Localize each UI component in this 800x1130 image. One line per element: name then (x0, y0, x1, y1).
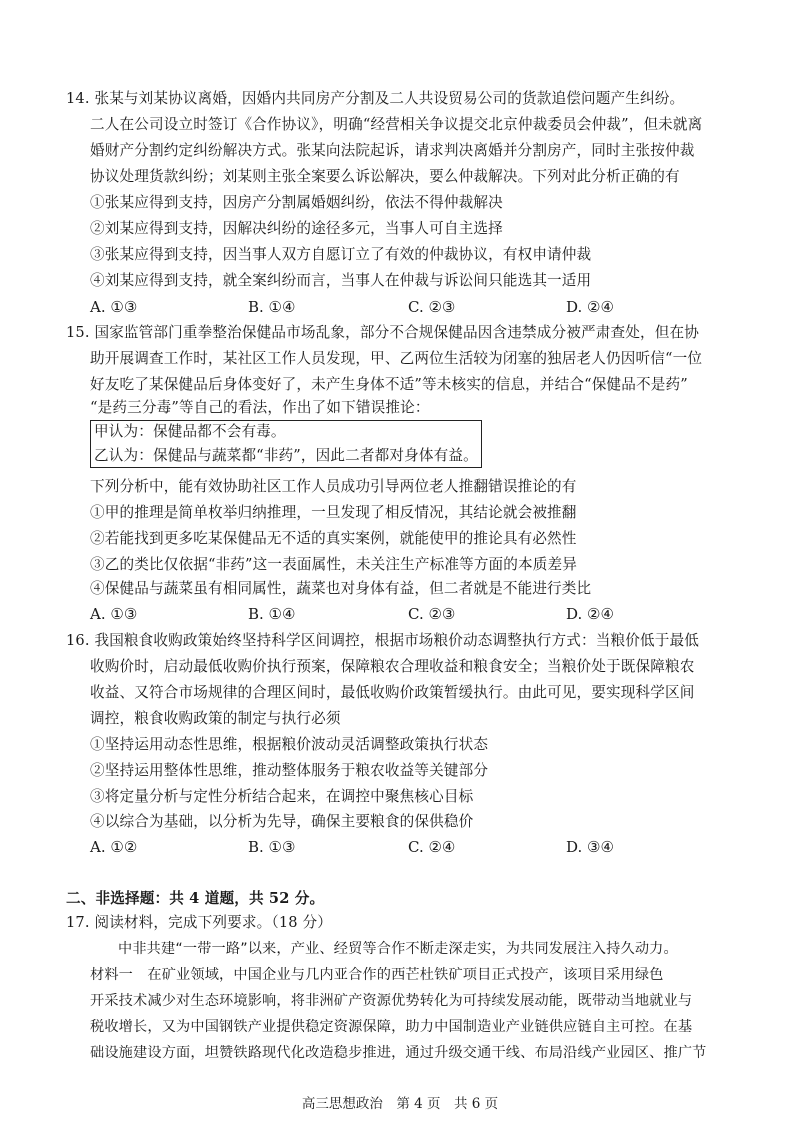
q17-material-line-3: 税收增长，又为中国钢铁产业提供稳定资源保障，助力中国制造业产业链供应链自主可控。在基 (90, 1019, 693, 1035)
q17-material-line-1: 材料一 在矿业领域，中国企业与几内亚合作的西芒杜铁矿项目正式投产，该项目采用绿色 (90, 967, 664, 983)
q15-stem-line-3: 好友吃了某保健品后身体变好了，未产生身体不适”等未核实的信息，并结合“保健品不是药” (90, 376, 688, 393)
section-2-heading: 二、非选择题：共 4 道题，共 52 分。 (66, 890, 325, 907)
q15-statement-4: ④保健品与蔬菜虽有相同属性，蔬菜也对身体有益，但二者就是不能进行类比 (90, 580, 592, 597)
q14-statement-3: ③张某应得到支持，因当事人双方自愿订立了有效的仲裁协议，有权申请仲裁 (90, 246, 592, 263)
q14-statement-1: ①张某应得到支持，因房产分割属婚姻纠纷，依法不得仲裁解决 (90, 194, 503, 211)
q15-statement-3: ③乙的类比仅依据“非药”这一表面属性，未关注生产标准等方面的本质差异 (90, 556, 578, 573)
q16-statement-2: ②坚持运用整体性思维，推动整体服务于粮农收益等关键部分 (90, 762, 489, 779)
q14-stem-line-2: 二人在公司设立时签订《合作协议》，明确“经营相关争议提交北京仲裁委员会仲裁”，但未就离 (90, 116, 703, 133)
q14-statement-4: ④刘某应得到支持，就全案纠纷而言，当事人在仲裁与诉讼间只能选其一适用 (90, 272, 592, 289)
q16-option-a: A. ①② (90, 838, 138, 856)
q14-statement-2: ②刘某应得到支持，因解决纠纷的途径多元，当事人可自主选择 (90, 220, 503, 237)
q15-stem-line-1: 15. 国家监管部门重拳整治保健品市场乱象，部分不合规保健品因含违禁成分被严肃查处，但在协 (66, 324, 699, 341)
q16-stem-line-4: 调控，粮食收购政策的制定与执行必须 (90, 710, 341, 727)
q15-statement-1: ①甲的推理是简单枚举归纳推理，一旦发现了相反情况，其结论就会被推翻 (90, 504, 577, 521)
q15-stem-line-2: 助开展调查工作时，某社区工作人员发现，甲、乙两位生活较为闭塞的独居老人仍因听信“一位 (90, 350, 703, 367)
q14-stem-line-4: 协议处理货款纠纷；刘某则主张全案要么诉讼解决，要么仲裁解决。下列对此分析正确的有 (90, 168, 680, 185)
q15-box-line-jia: 甲认为：保健品都不会有毒。 (94, 423, 286, 440)
q14-option-a: A. ①③ (90, 298, 138, 316)
q14-option-d: D. ②④ (566, 298, 614, 316)
q15-option-a: A. ①③ (90, 605, 138, 623)
q15-stem-line-4: “是药三分毒”等自己的看法，作出了如下错误推论： (90, 399, 430, 416)
page-footer: 高三思想政治 第 4 页 共 6 页 (301, 1096, 499, 1112)
q16-option-d: D. ③④ (566, 838, 614, 856)
q14-stem-line-1: 14. 张某与刘某协议离婚，因婚内共同房产分割及二人共设贸易公司的货款追偿问题产生纠纷。 (66, 90, 685, 107)
q15-question-line: 下列分析中，能有效协助社区工作人员成功引导两位老人推翻错误推论的有 (90, 478, 577, 495)
q14-option-c: C. ②③ (408, 298, 456, 316)
q16-stem-line-2: 收购价时，启动最低收购价执行预案，保障粮农合理收益和粮食安全；当粮价处于既保障粮农 (90, 658, 695, 675)
q15-statement-2: ②若能找到更多吃某保健品无不适的真实案例，就能使甲的推论具有必然性 (90, 530, 577, 547)
q15-option-b: B. ①④ (248, 605, 296, 623)
q16-option-c: C. ②④ (408, 838, 456, 856)
q16-statement-4: ④以综合为基础，以分析为先导，确保主要粮食的保供稳价 (90, 813, 474, 830)
q15-option-c: C. ②③ (408, 605, 456, 623)
q16-statement-3: ③将定量分析与定性分析结合起来，在调控中聚焦核心目标 (90, 788, 474, 805)
q16-stem-line-1: 16. 我国粮食收购政策始终坚持科学区间调控，根据市场粮价动态调整执行方式：当粮价低于最低 (66, 632, 699, 649)
q15-box-line-yi: 乙认为：保健品与蔬菜都“非药”，因此二者都对身体有益。 (94, 447, 478, 464)
q14-option-b: B. ①④ (248, 298, 296, 316)
q17-prompt: 17. 阅读材料，完成下列要求。（18 分） (66, 914, 332, 931)
q17-material-line-4: 础设施建设方面，坦赞铁路现代化改造稳步推进，通过升级交通干线、布局沿线产业园区、推广节 (90, 1045, 707, 1061)
q14-stem-line-3: 婚财产分割约定纠纷解决方式。张某向法院起诉，请求判决离婚并分割房产，同时主张按仲裁 (90, 142, 695, 159)
q17-intro: 中非共建“一带一路”以来，产业、经贸等合作不断走深走实，为共同发展注入持久动力。 (118, 941, 678, 957)
q16-option-b: B. ①③ (248, 838, 296, 856)
q15-option-d: D. ②④ (566, 605, 614, 623)
q16-stem-line-3: 收益、又符合市场规律的合理区间时，最低收购价政策暂缓执行。由此可见，要实现科学区间 (90, 684, 695, 701)
q16-statement-1: ①坚持运用动态性思维，根据粮价波动灵活调整政策执行状态 (90, 736, 489, 753)
q17-material-line-2: 开采技术减少对生态环境影响，将非洲矿产资源优势转化为可持续发展动能，既带动当地就业与 (90, 993, 693, 1009)
